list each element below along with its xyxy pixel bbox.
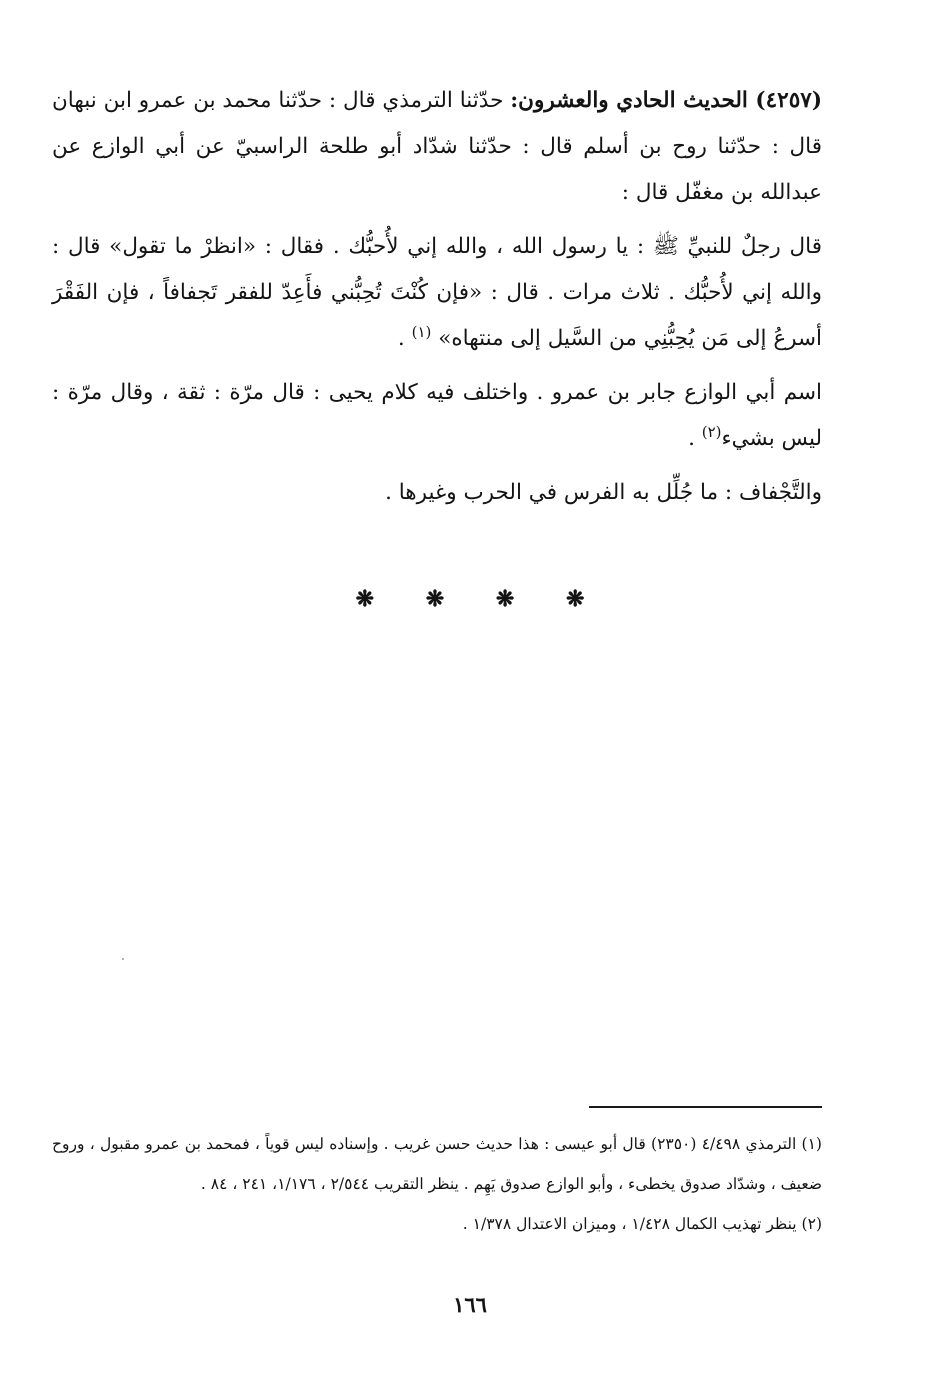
hadith-heading: (٤٢٥٧) الحديث الحادي والعشرون: (510, 88, 822, 113)
hadith-isnad-paragraph (52, 78, 822, 216)
footnote-2: (٢) ينظر تهذيب الكمال ١/٤٢٨ ، وميزان الاعتدال ١/٣٧٨ . (462, 1215, 822, 1233)
narrator-end-punct: . (688, 426, 702, 451)
matn-end-punct: . (397, 326, 412, 351)
separator-star-icon: ❋ (565, 586, 585, 612)
separator-star-icon: ❋ (355, 586, 375, 612)
footnote-divider (589, 1106, 822, 1108)
page-number: ١٦٦ (453, 1292, 487, 1317)
definition-text: والتَّجْفاف : ما جُلِّل به الفرس في الحرب وغيرها . (385, 480, 822, 505)
narrator-note-paragraph (52, 370, 822, 462)
footnote-1: (١) الترمذي ٤/٤٩٨ (٢٣٥٠) قال أبو عيسى : هذا حديث حسن غريب . وإسناده ليس قوياً ، فمحمد بن عمرو مقبول ، وروح ضعيف ، وشدّاد صدوق يخطىء ، وأبو الوازع صدوق يَهِم . ينظر التقريب ٢/٥٤٤ ، ١/١٧٦، ٢٤١ ، ٨٤ . (52, 1135, 822, 1193)
definition-paragraph (52, 470, 822, 516)
hadith-isnad: حدّثنا الترمذي قال : حدّثنا محمد بن عمرو ابن نبهان قال : حدّثنا روح بن أسلم قال : حدّثنا شدّاد أبو طلحة الراسبيّ عن أبي الوازع عن عبدالله بن مغفّل قال : (52, 88, 822, 205)
footnote-ref-2: (٢) (701, 422, 722, 441)
footnotes-section (52, 1124, 822, 1244)
hadith-matn: قال رجلٌ للنبيِّ ﷺ : يا رسول الله ، والله إني لأُحبُّك . فقال : «انظرْ ما تقول» قال : والله إني لأُحبُّك . ثلاث مرات . قال : «فإن كُنْتَ تُحِبُّني فأَعِدّ للفقر تَجفافاً ، فإن الفَقْرَ أسرعُ إلى مَن يُحِبُّنِي من السَّيل إلى منتهاه» (52, 234, 822, 351)
separator-star-icon: ❋ (425, 586, 445, 612)
section-separator (0, 586, 940, 612)
footnote-ref-1: (١) (411, 322, 432, 341)
scan-speck (122, 958, 124, 960)
separator-star-icon: ❋ (495, 586, 515, 612)
narrator-note: اسم أبي الوازع جابر بن عمرو . واختلف فيه كلام يحيى : قال مرّة : ثقة ، وقال مرّة : ليس بشيء (52, 380, 822, 451)
hadith-matn-paragraph (52, 224, 822, 362)
